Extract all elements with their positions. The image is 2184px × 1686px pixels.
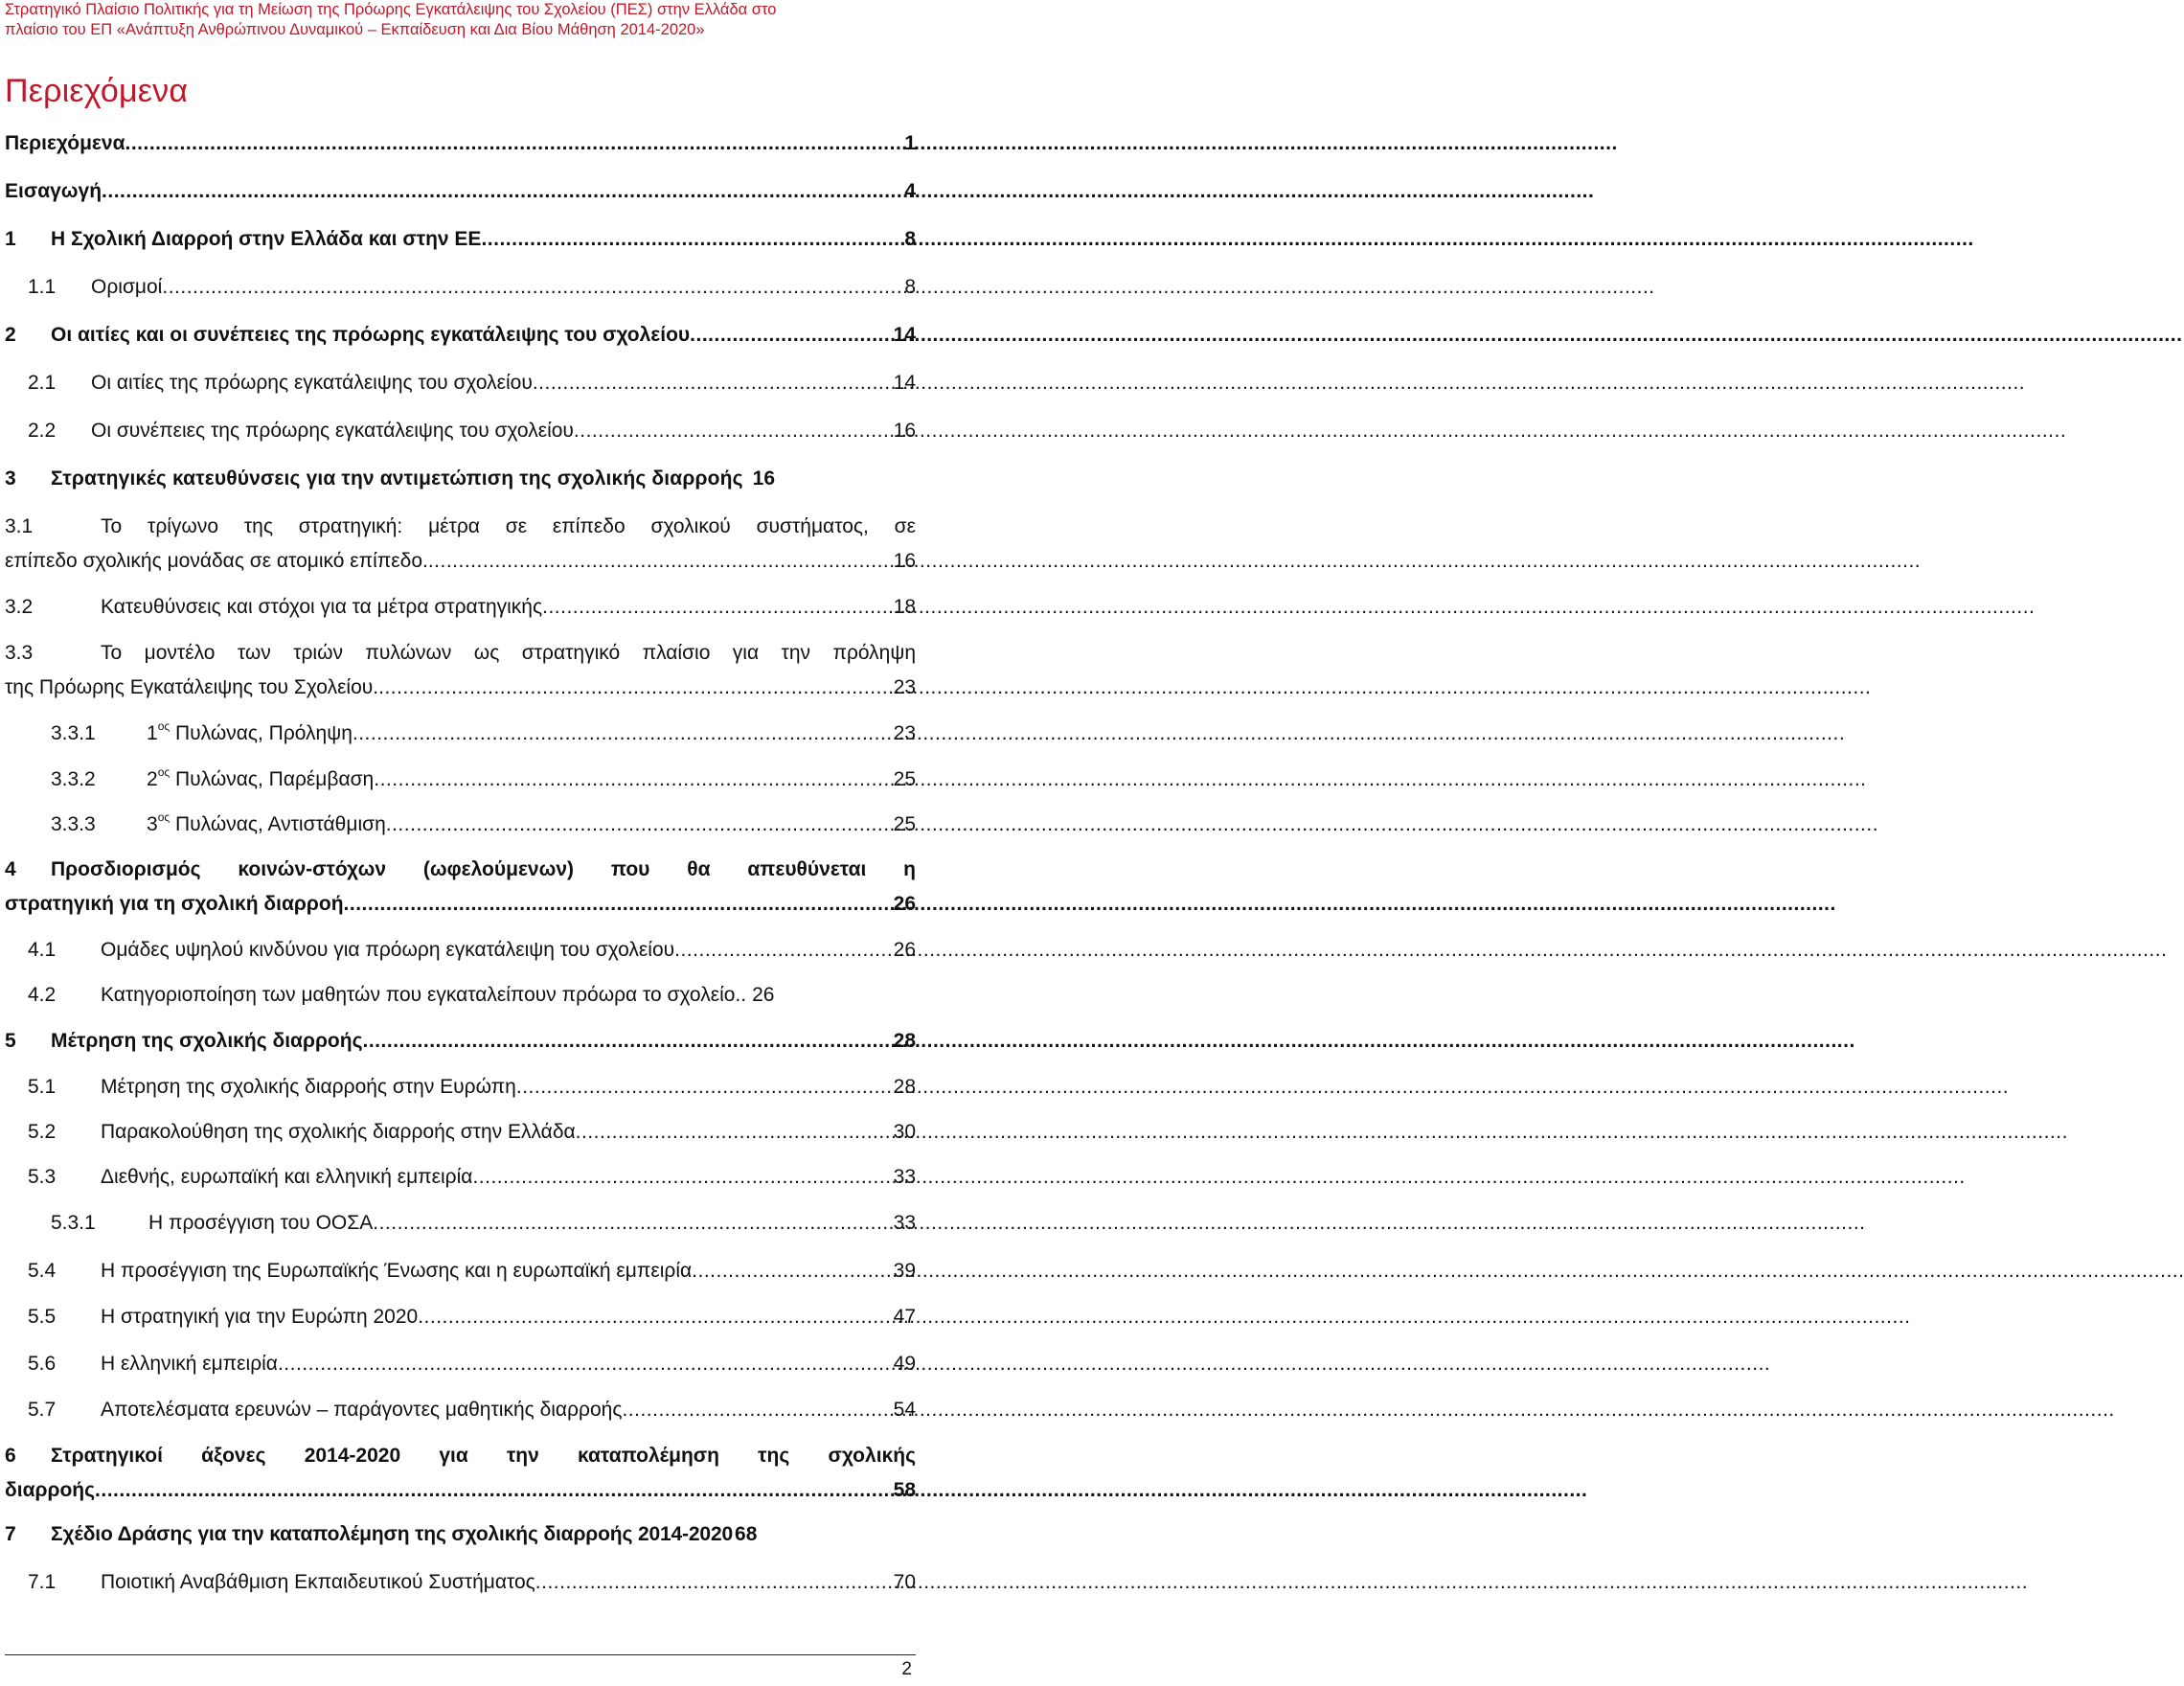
toc-entry[interactable]: 3.1 Το τρίγωνο της στρατηγική: μέτρα σε επίπεδο σχολικού συστήματος, σε επίπεδο σχολικής μονάδας σε ατομικό επίπεδο. ..... 16 (5, 510, 916, 579)
toc-entry[interactable]: 5.1 Μέτρηση της σχολικής διαρροής στην Ευρώπη ..... 28 (5, 1070, 916, 1105)
toc-entry[interactable]: 1 Η Σχολική Διαρροή στην Ελλάδα και στην ΕΕ ..... 8 (5, 222, 916, 257)
toc-entry[interactable]: 2 Οι αιτίες και οι συνέπειες της πρόωρης εγκατάλειψης του σχολείου ..... 14 (5, 318, 916, 353)
toc-entry[interactable]: Εισαγωγή ..... 4 (5, 174, 916, 209)
toc-entry[interactable]: 5.7 Αποτελέσματα ερευνών – παράγοντες μαθητικής διαρροής ..... 54 (5, 1393, 916, 1427)
running-header (5, 0, 915, 40)
toc-entry[interactable]: 2.1 Οι αιτίες της πρόωρης εγκατάλειψης του σχολείου ..... 14 (5, 366, 916, 400)
toc-entry[interactable]: 2.2 Οι συνέπειες της πρόωρης εγκατάλειψης του σχολείου ..... 16 (5, 414, 916, 448)
toc-entry[interactable]: 3 Στρατηγικές κατευθύνσεις για την αντιμετώπιση της σχολικής διαρροής 16 (5, 467, 776, 490)
toc-entry[interactable]: 3.3.2 $2^{o\varsigma}$ Πυλώνας, Παρέμβαση ..... 25 (5, 763, 916, 797)
toc-entry[interactable]: 5.5 Η στρατηγική για την Ευρώπη 2020 ..... 47 (5, 1300, 916, 1334)
toc-entry[interactable]: 7.1 Ποιοτική Αναβάθμιση Εκπαιδευτικού Συστήματος ..... 70 (5, 1565, 916, 1600)
toc-entry[interactable]: 3.3.1 $1^{o\varsigma}$ Πυλώνας, Πρόληψη ..... 23 (5, 717, 916, 751)
toc-entry[interactable]: 3.3 Το μοντέλο των τριών πυλώνων ως στρατηγικό πλαίσιο για την πρόληψη της Πρόωρης Εγκατάλειψης του Σχολείου. ..... 23 (5, 636, 916, 705)
toc-entry[interactable]: 7 Σχέδιο Δράσης για την καταπολέμηση της σχολικής διαρροής 2014-2020 68 (5, 1523, 758, 1545)
toc-entry[interactable]: Περιεχόμενα ..... 1 (5, 126, 916, 161)
toc-entry[interactable]: 5.3.1 Η προσέγγιση του ΟΟΣΑ ..... 33 (5, 1206, 916, 1241)
page-number: 2 (901, 1659, 912, 1679)
toc-entry[interactable]: 5.4 Η προσέγγιση της Ευρωπαϊκής Ένωσης και η ευρωπαϊκή εμπειρία ..... 39 (5, 1254, 916, 1288)
toc-entry[interactable]: 5.2 Παρακολούθηση της σχολικής διαρροής στην Ελλάδα ..... 30 (5, 1115, 916, 1150)
toc-entry[interactable]: 3.2 Κατευθύνσεις και στόχοι για τα μέτρα στρατηγικής ..... 18 (5, 590, 916, 625)
toc-entry[interactable]: 4 Προσδιορισμός κοινών-στόχων (ωφελούμενων) που θα απευθύνεται η στρατηγική για τη σχολική διαρροή ..... 26 (5, 853, 916, 922)
toc-entry[interactable]: 1.1 Ορισμοί ..... 8 (5, 270, 916, 305)
header-line-1: Στρατηγικό Πλαίσιο Πολιτικής για τη Μείωση της Πρόωρης Εγκατάλειψης του Σχολείου (ΠΕΣ) στην Ελλάδα στο (5, 1, 777, 18)
toc-entry[interactable]: 5 Μέτρηση της σχολικής διαρροής ..... 28 (5, 1024, 916, 1059)
page-title: Περιεχόμενα (5, 73, 189, 109)
toc-entry[interactable]: 6 Στρατηγικοί άξονες 2014-2020 για την καταπολέμηση της σχολικής διαρροής ..... 58 (5, 1439, 916, 1508)
toc-entry[interactable]: 3.3.3 $3^{o\varsigma}$ Πυλώνας, Αντιστάθμιση ..... 25 (5, 808, 916, 842)
toc-entry[interactable]: 4.2 Κατηγοριοποίηση των μαθητών που εγκαταλείπουν πρόωρα το σχολείο.. 26 (28, 984, 775, 1006)
footer-rule (5, 1654, 916, 1655)
header-line-2: πλαίσιο του ΕΠ «Ανάπτυξη Ανθρώπινου Δυναμικού – Εκπαίδευση και Δια Βίου Μάθηση 2014-2020» (5, 21, 705, 38)
toc-entry[interactable]: 5.3 Διεθνής, ευρωπαϊκή και ελληνική εμπειρία ..... 33 (5, 1160, 916, 1195)
toc-entry[interactable]: 5.6 Η ελληνική εμπειρία ..... 49 (5, 1347, 916, 1381)
toc-entry[interactable]: 4.1 Ομάδες υψηλού κινδύνου για πρόωρη εγκατάλειψη του σχολείου ..... 26 (5, 933, 916, 968)
